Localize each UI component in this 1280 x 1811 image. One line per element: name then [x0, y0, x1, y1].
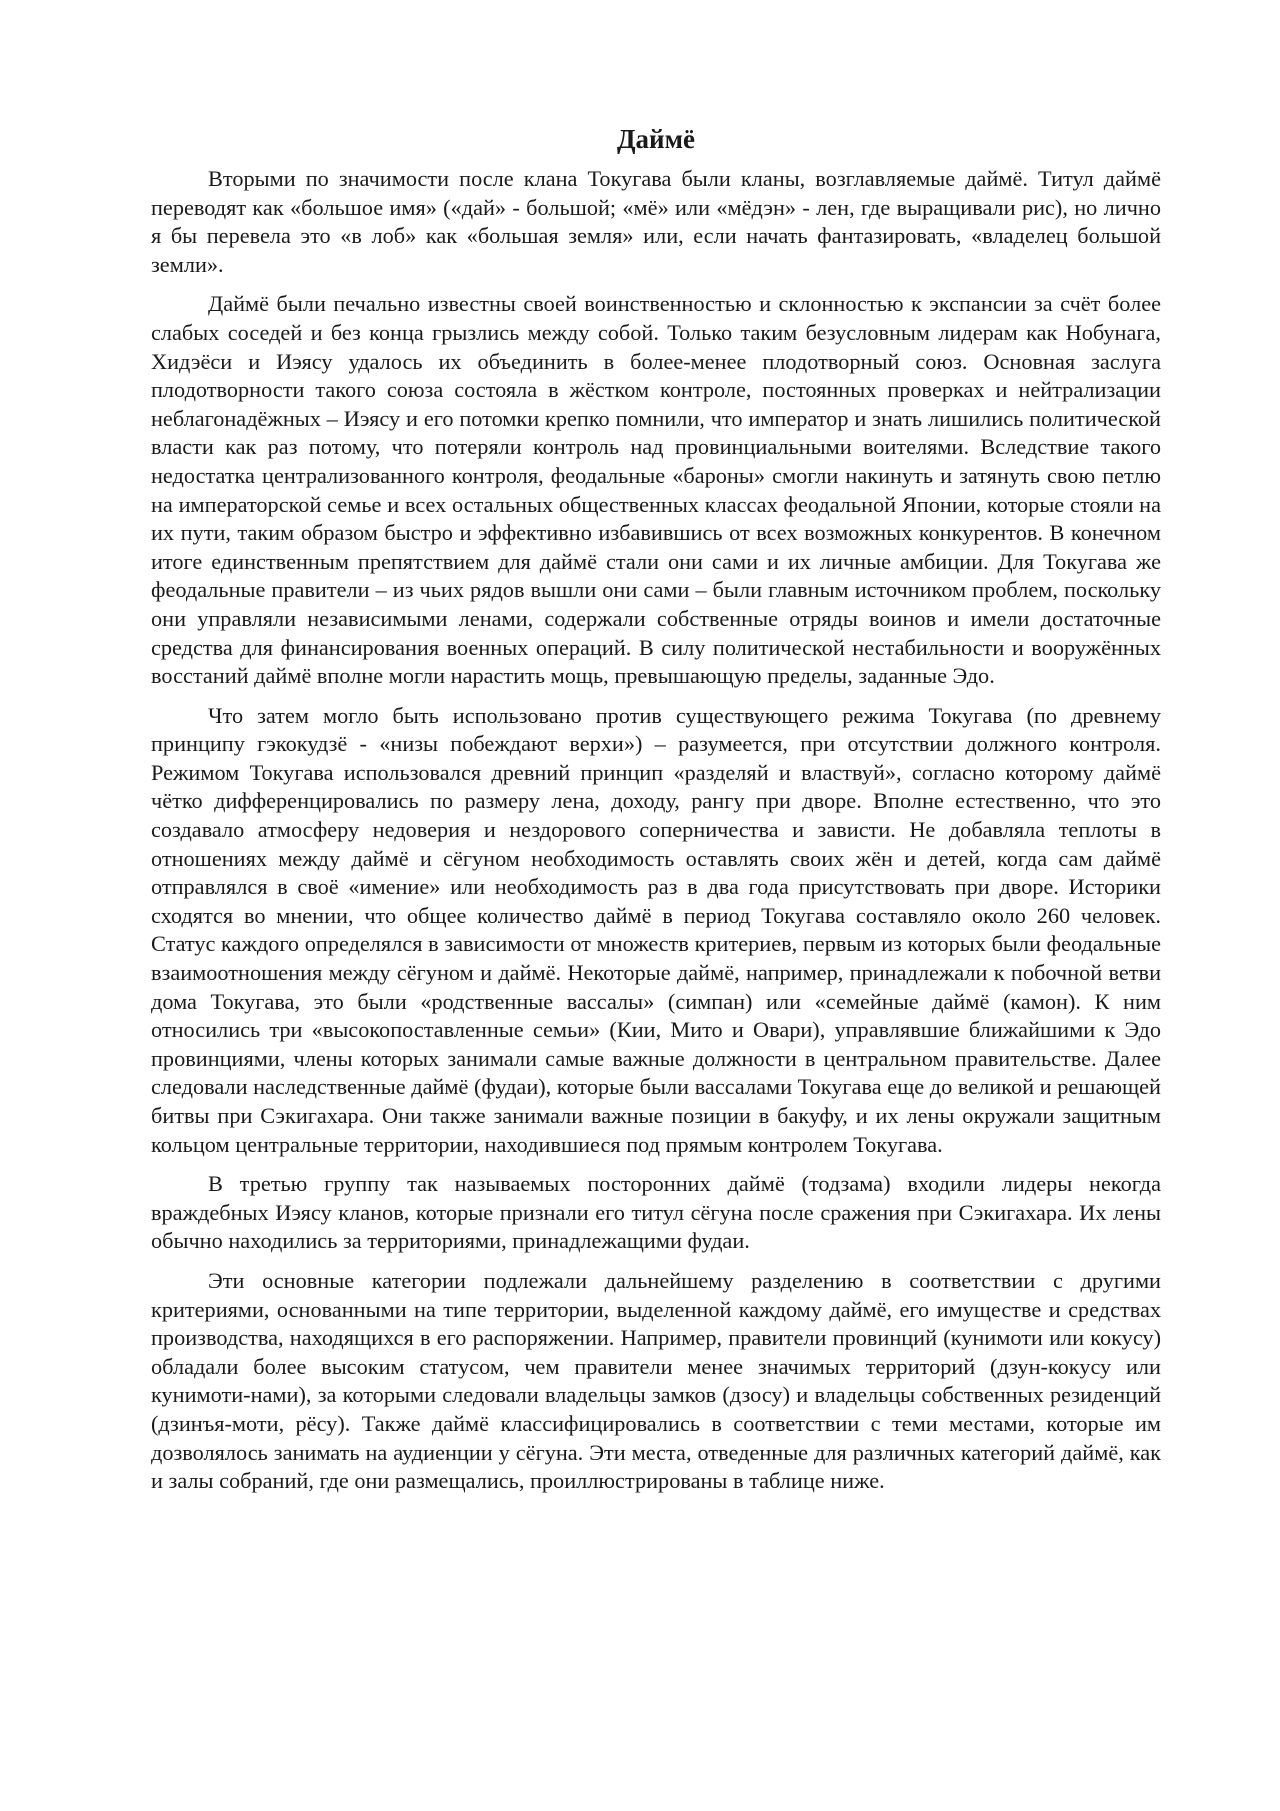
document-body	[151, 122, 1161, 1507]
paragraph-1: Вторыми по значимости после клана Токугава были кланы, возглавляемые даймё. Титул даймё переводят как «большое имя» («дай» - большой; «мё» или «мёдэн» - лен, где выращивали рис), но лично я бы перевела это «в лоб» как «большая земля» или, если начать фантазировать, «владелец большой земли».	[151, 166, 1161, 277]
paragraph-3: Что затем могло быть использовано против существующего режима Токугава (по древнему принципу гэкокудзё - «низы побеждают верхи») – разумеется, при отсутствии должного контроля. Режимом Токугава использовался древний принцип «разделяй и властвуй», согласно которому даймё чётко дифференцировались по размеру лена, доходу, рангу при дворе. Вполне естественно, что это создавало атмосферу недоверия и нездорового соперничества и зависти. Не добавляла теплоты в отношениях между даймё и сёгуном необходимость оставлять своих жён и детей, когда сам даймё отправлялся в своё «имение» или необходимость раз в два года присутствовать при дворе. Историки сходятся во мнении, что общее количество даймё в период Токугава составляло около 260 человек. Статус каждого определялся в зависимости от множеств критериев, первым из которых были феодальные взаимоотношения между сёгуном и даймё. Некоторые даймё, например, принадлежали к побочной ветви дома Токугава, это были «родственные вассалы» (симпан) или «семейные даймё (камон). К ним относились три «высокопоставленные семьи» (Кии, Мито и Овари), управлявшие ближайшими к Эдо провинциями, члены которых занимали самые важные должности в центральном правительстве. Далее следовали наследственные даймё (фудаи), которые были вассалами Токугава еще до великой и решающей битвы при Сэкигахара. Они также занимали важные позиции в бакуфу, и их лены окружали защитным кольцом центральные территории, находившиеся под прямым контролем Токугава.	[151, 702, 1161, 1157]
paragraph-2: Даймё были печально известны своей воинственностью и склонностью к экспансии за счёт более слабых соседей и без конца грызлись между собой. Только таким безусловным лидерам как Нобунага, Хидэёси и Иэясу удалось их объединить в более-менее плодотворный союз. Основная заслуга плодотворности такого союза состояла в жёстком контроле, постоянных проверках и нейтрализации неблагонадёжных – Иэясу и его потомки крепко помнили, что император и знать лишились политической власти как раз потому, что потеряли контроль над провинциальными воителями. Вследствие такого недостатка централизованного контроля, феодальные «бароны» смогли накинуть и затянуть свою петлю на императорской семье и всех остальных общественных классах феодальной Японии, которые стояли на их пути, таким образом быстро и эффективно избавившись от всех возможных конкурентов. В конечном итоге единственным препятствием для даймё стали они сами и их личные амбиции. Для Токугава же феодальные правители – из чьих рядов вышли они сами – были главным источником проблем, поскольку они управляли независимыми ленами, содержали собственные отряды воинов и имели достаточные средства для финансирования военных операций. В силу политической нестабильности и вооружённых восстаний даймё вполне могли нарастить мощь, превышающую пределы, заданные Эдо.	[151, 291, 1161, 689]
paragraph-5: Эти основные категории подлежали дальнейшему разделению в соответствии с другими критериями, основанными на типе территории, выделенной каждому даймё, его имуществе и средствах производства, находящихся в его распоряжении. Например, правители провинций (кунимоти или кокусу) обладали более высоким статусом, чем правители менее значимых территорий (дзун-кокусу или кунимоти-нами), за которыми следовали владельцы замков (дзосу) и владельцы собственных резиденций (дзинъя-моти, рёсу). Также даймё классифицировались в соответствии с теми местами, которые им дозволялось занимать на аудиенции у сёгуна. Эти места, отведенные для различных категорий даймё, как и залы собраний, где они размещались, проиллюстрированы в таблице ниже.	[151, 1267, 1161, 1494]
paragraph-4: В третью группу так называемых посторонних даймё (тодзама) входили лидеры некогда враждебных Иэясу кланов, которые признали его титул сёгуна после сражения при Сэкигахара. Их лены обычно находились за территориями, принадлежащими фудаи.	[151, 1171, 1161, 1254]
page-title: Даймё	[616, 124, 695, 154]
